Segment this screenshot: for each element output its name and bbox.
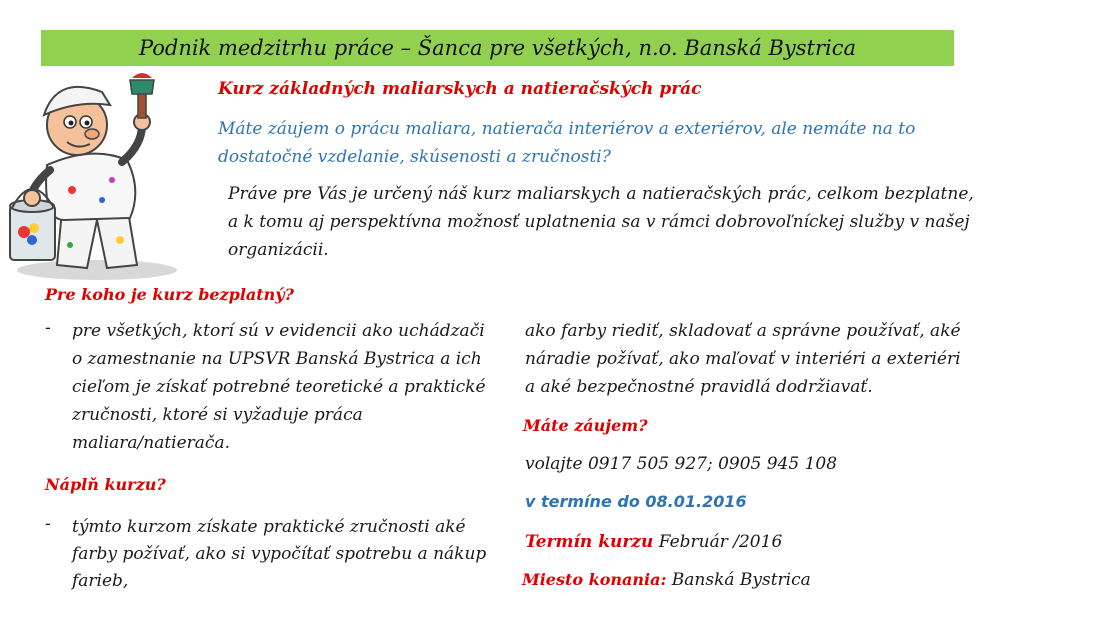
continuation-line-3: a aké bezpečnostné pravidlá dodržiavať. (525, 377, 873, 397)
banner-title: Podnik medzitrhu práce – Šanca pre všetkých, n.o. Banská Bystrica (138, 36, 857, 60)
page-banner (41, 30, 954, 66)
course-place (522, 567, 811, 593)
course-term (525, 529, 782, 555)
content-heading: Náplň kurzu? (45, 475, 166, 494)
place-label: Miesto konania: (522, 570, 667, 589)
bullet-dash: - (45, 318, 51, 338)
painter-illustration (2, 70, 202, 282)
for-whom-line-1: pre všetkých, ktorí sú v evidencii ako uchádzači (72, 321, 485, 341)
phone-numbers: volajte 0917 505 927; 0905 945 108 (525, 454, 838, 474)
place-value: Banská Bystrica (671, 570, 811, 590)
content-line-1: týmto kurzom získate praktické zručnosti aké (72, 517, 466, 537)
term-label: Termín kurzu (525, 532, 654, 552)
bullet-dash: - (45, 514, 51, 534)
offer-text-line-3: organizácii. (228, 240, 329, 260)
intro-question-line-2: dostatočné vzdelanie, skúsenosti a zručnosti? (218, 147, 611, 167)
content-line-3: farieb, (72, 571, 129, 591)
continuation-line-1: ako farby riediť, skladovať a správne používať, aké (525, 321, 961, 341)
content-line-2: farby požívať, ako si vypočítať spotrebu a nákup (72, 544, 487, 564)
intro-question-line-1: Máte záujem o prácu maliara, natierača interiérov a exteriérov, ale nemáte na to (218, 119, 916, 139)
continuation-line-2: náradie požívať, ako maľovať v interiéri a exteriéri (525, 349, 961, 369)
course-title: Kurz základných maliarskych a natieračských prác (218, 79, 702, 99)
for-whom-line-5: maliara/natierača. (72, 433, 230, 453)
for-whom-line-2: o zamestnanie na UPSVR Banská Bystrica a ich (72, 349, 482, 369)
for-whom-line-3: cieľom je získať potrebné teoretické a praktické (72, 377, 486, 397)
for-whom-line-4: zručnosti, ktoré si vyžaduje práca (72, 405, 363, 425)
offer-text-line-2: a k tomu aj perspektívna možnosť uplatnenia sa v rámci dobrovoľníckej služby v našej (228, 212, 970, 232)
offer-text-line-1: Práve pre Vás je určený náš kurz maliarskych a natieračských prác, celkom bezplatne, (228, 184, 974, 204)
term-value: Február /2016 (658, 532, 783, 552)
for-whom-heading: Pre koho je kurz bezplatný? (45, 285, 294, 304)
deadline: v termíne do 08.01.2016 (525, 492, 747, 511)
interest-heading: Máte záujem? (523, 416, 648, 435)
